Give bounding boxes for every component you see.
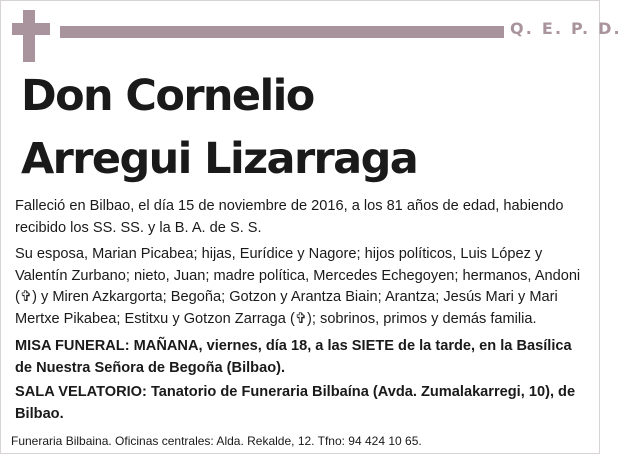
deceased-name-line1: Don Cornelio — [21, 71, 314, 121]
cross-icon — [23, 10, 35, 62]
deceased-name-line2: Arregui Lizarraga — [21, 134, 418, 184]
funeral-info: MISA FUNERAL: MAÑANA, viernes, día 18, a las SIETE de la tarde, en la Basílica de Nuestra Señora de Begoña (Bilbao). — [15, 338, 572, 376]
family-list: Su esposa, Marian Picabea; hijas, Eurídice y Nagore; hijos políticos, Luis López y Valentín Zurbano; nieto, Juan; madre política, Mercedes Echegoyen; hermanos, Andoni (✞) y Miren Azkargorta; Begoña; Gotzon y Arantza Biain; Arantza; Jesús Mari y Mari Mertxe Pikabea; Estitxu y Gotzon Zarraga (✞); sobrinos, primos y demás familia. — [15, 246, 581, 327]
footer-contact: Funeraria Bilbaina. Oficinas centrales: Alda. Rekalde, 12. Tfno: 94 424 10 65. — [11, 434, 422, 448]
header-rule — [60, 26, 504, 38]
cross-icon-bar — [12, 23, 50, 35]
wake-info: SALA VELATORIO: Tanatorio de Funeraria Bilbaína (Avda. Zumalakarregi, 10), de Bilbao. — [15, 384, 576, 422]
death-notice: Falleció en Bilbao, el día 15 de noviembre de 2016, a los 81 años de edad, habiendo recibido los SS. SS. y la B. A. de S. S. — [15, 198, 564, 236]
qepd-label: Q. E. P. D. — [510, 19, 622, 38]
